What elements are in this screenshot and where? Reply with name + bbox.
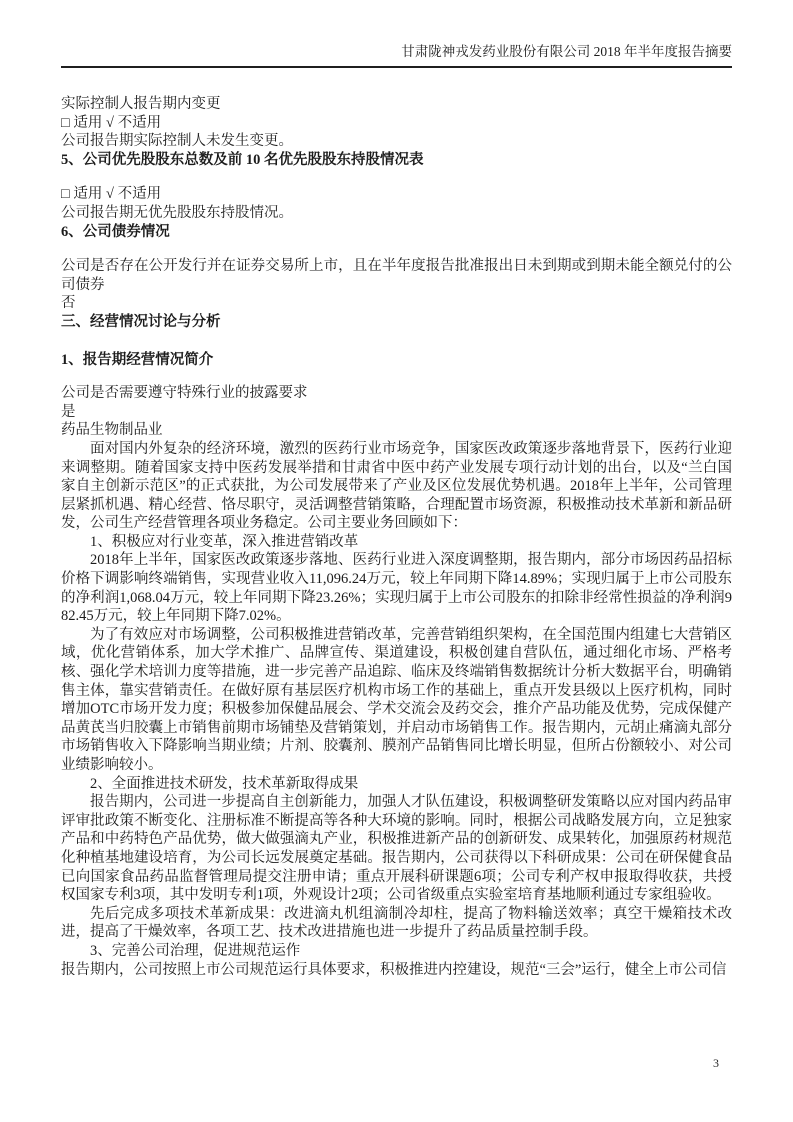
controller-change-statement: 公司报告期实际控制人未发生变更。 [61, 133, 293, 150]
paragraph: 3、完善公司治理，促进规范运作 [90, 942, 301, 959]
bonds-question: 公司是否存在公开发行并在证券交易所上市，且在半年度报告批准报出日未到期或到期未能全额兑付的公司债券 [61, 258, 732, 293]
industry-name: 药品生物制品业 [61, 422, 163, 439]
document-header: 甘肃陇神戎发药业股份有限公司 2018 年半年度报告摘要 [61, 44, 732, 68]
section-1-heading: 1、报告期经营情况简介 [61, 351, 214, 368]
paragraph: 先后完成多项技术革新成果：改进滴丸机组滴制冷却柱，提高了物料输送效率；真空干燥箱技术改进，提高了干燥效率，各项工艺、技术改进措施也进一步提升了药品质量控制手段。 [61, 905, 732, 941]
paragraph: 面对国内外复杂的经济环境，激烈的医药行业市场竞争，国家医改政策逐步落地背景下，医药行业迎来调整期。随着国家支持中医药发展举措和甘肃省中医中药产业发展专项行动计划的出台，以及“兰白国家自主创新示范区”的正式获批，为公司发展带来了产业及区位发展优势机遇。2018年上半年，公司管理层紧抓机遇、精心经营、恪尽职守，灵活调整营销策略，合理配置市场资源，积极推动技术革新和新品研发，公司生产经营管理各项业务稳定。公司主要业务回顾如下： [61, 440, 732, 532]
page-number: 3 [713, 1056, 719, 1070]
controller-applicable-line: □ 适用 √ 不适用 [61, 114, 162, 131]
paragraph: 报告期内，公司按照上市公司规范运行具体要求，积极推进内控建设，规范“三会”运行，健全上市公司信 [61, 961, 727, 978]
preferred-applicable-line: □ 适用 √ 不适用 [61, 186, 162, 203]
bonds-answer: 否 [61, 295, 76, 312]
special-industry-answer: 是 [61, 403, 76, 420]
paragraph: 为了有效应对市场调整，公司积极推进营销改革，完善营销组织架构，在全国范围内组建七大营销区域，优化营销体系，加大学术推广、品牌宣传、渠道建设，积极创建自营队伍，通过细化市场、严格考核、强化学术培训力度等措施，进一步完善产品追踪、临床及终端销售数据统计分析大数据平台，明确销售主体，靠实营销责任。在做好原有基层医疗机构市场工作的基础上，重点开发县级以上医疗机构，同时增加OTC市场开发力度；积极参加保健品展会、学术交流会及药交会，推介产品功能及优势，完成保健产品黄芪当归胶囊上市销售前期市场铺垫及营销策划，并启动市场销售工作。报告期内，元胡止痛滴丸部分市场销售收入下降影响当期业绩；片剂、胶囊剂、膜剂产品销售同比增长明显，但所占份额较小、对公司业绩影响较小。 [61, 626, 732, 773]
part-3-heading: 三、经营情况讨论与分析 [61, 313, 221, 330]
preferred-statement: 公司报告期无优先股股东持股情况。 [61, 204, 293, 221]
special-industry-question: 公司是否需要遵守特殊行业的披露要求 [61, 385, 308, 402]
paragraph: 1、积极应对行业变革，深入推进营销改革 [90, 533, 359, 550]
paragraph: 2、全面推进技术研发，技术革新取得成果 [90, 775, 359, 792]
section-6-heading: 6、公司债券情况 [61, 223, 170, 240]
section-5-heading: 5、公司优先股股东总数及前 10 名优先股股东持股情况表 [61, 151, 424, 168]
paragraph: 2018年上半年，国家医改政策逐步落地、医药行业进入深度调整期，报告期内，部分市场因药品招标价格下调影响终端销售，实现营业收入11,096.24万元，较上年同期下降14.89%；实现归属于上市公司股东的净利润1,068.04万元，较上年同期下降23.26%；实现归属于上市公司股东的扣除非经常性损益的净利润982.45万元，较上年同期下降7.02%。 [61, 552, 732, 625]
document-body [61, 95, 732, 979]
controller-change-title: 实际控制人报告期内变更 [61, 96, 221, 112]
paragraph: 报告期内，公司进一步提高自主创新能力，加强人才队伍建设，积极调整研发策略以应对国内药品审评审批政策不断变化、注册标准不断提高等各种大环境的影响。同时，根据公司战略发展方向，立足独家产品和中药特色产品优势，做大做强滴丸产业，积极推进新产品的创新研发、成果转化，加强原药材规范化种植基地建设培育，为公司长远发展奠定基础。报告期内，公司获得以下科研成果：公司在研保健食品已向国家食品药品监督管理局提交注册申请；重点开展科研课题6项；公司专利产权申报取得收获，共授权国家专利3项，其中发明专利1项，外观设计2项；公司省级重点实验室培育基地顺利通过专家组验收。 [61, 794, 732, 904]
